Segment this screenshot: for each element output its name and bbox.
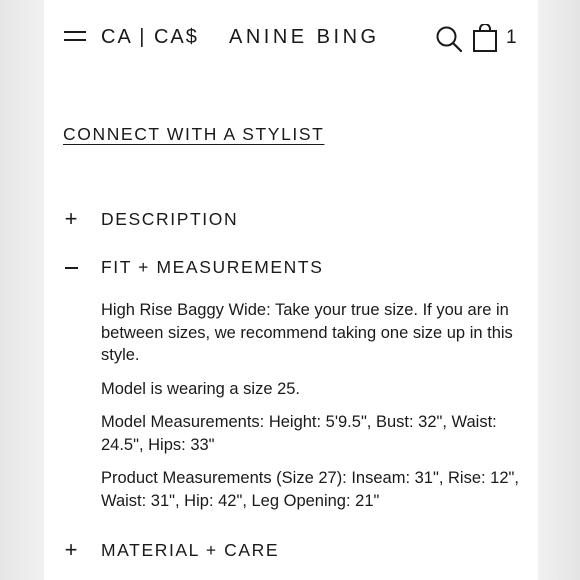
accordion-label: DESCRIPTION [101,209,239,229]
cart-count[interactable]: 1 [506,27,517,48]
site-header [44,0,538,76]
accordion-description[interactable] [44,205,538,235]
fit-note: High Rise Baggy Wide: Take your true size. If you are in between sizes, we recommend taking one size up in this style. [101,301,513,364]
minus-icon [65,267,78,269]
shopping-bag-icon[interactable] [472,24,498,52]
search-icon[interactable] [435,25,463,53]
accordion-label: FIT + MEASUREMENTS [101,257,324,277]
model-measurements: Model Measurements: Height: 5'9.5", Bust: 32", Waist: 24.5", Hips: 33" [101,413,497,454]
connect-stylist-link[interactable]: CONNECT WITH A STYLIST [63,124,325,144]
plus-icon: + [64,206,78,231]
accordion-material-care[interactable] [44,536,538,566]
brand-logo[interactable]: ANINE BING [229,26,380,48]
plus-icon: + [64,537,78,562]
menu-icon[interactable] [64,29,88,45]
currency-selector[interactable]: CA | CA$ [101,26,199,48]
accordion-label: MATERIAL + CARE [101,540,280,560]
model-size: Model is wearing a size 25. [101,379,301,398]
product-measurements: Product Measurements (Size 27): Inseam: 31", Rise: 12", Waist: 31", Hip: 42", Leg Opening: 21" [101,469,519,510]
product-details-page [44,0,538,580]
accordion-fit-measurements[interactable] [44,253,538,283]
fit-measurements-content [101,299,521,523]
background-right-margin [538,0,580,580]
background-left-margin [0,0,44,580]
